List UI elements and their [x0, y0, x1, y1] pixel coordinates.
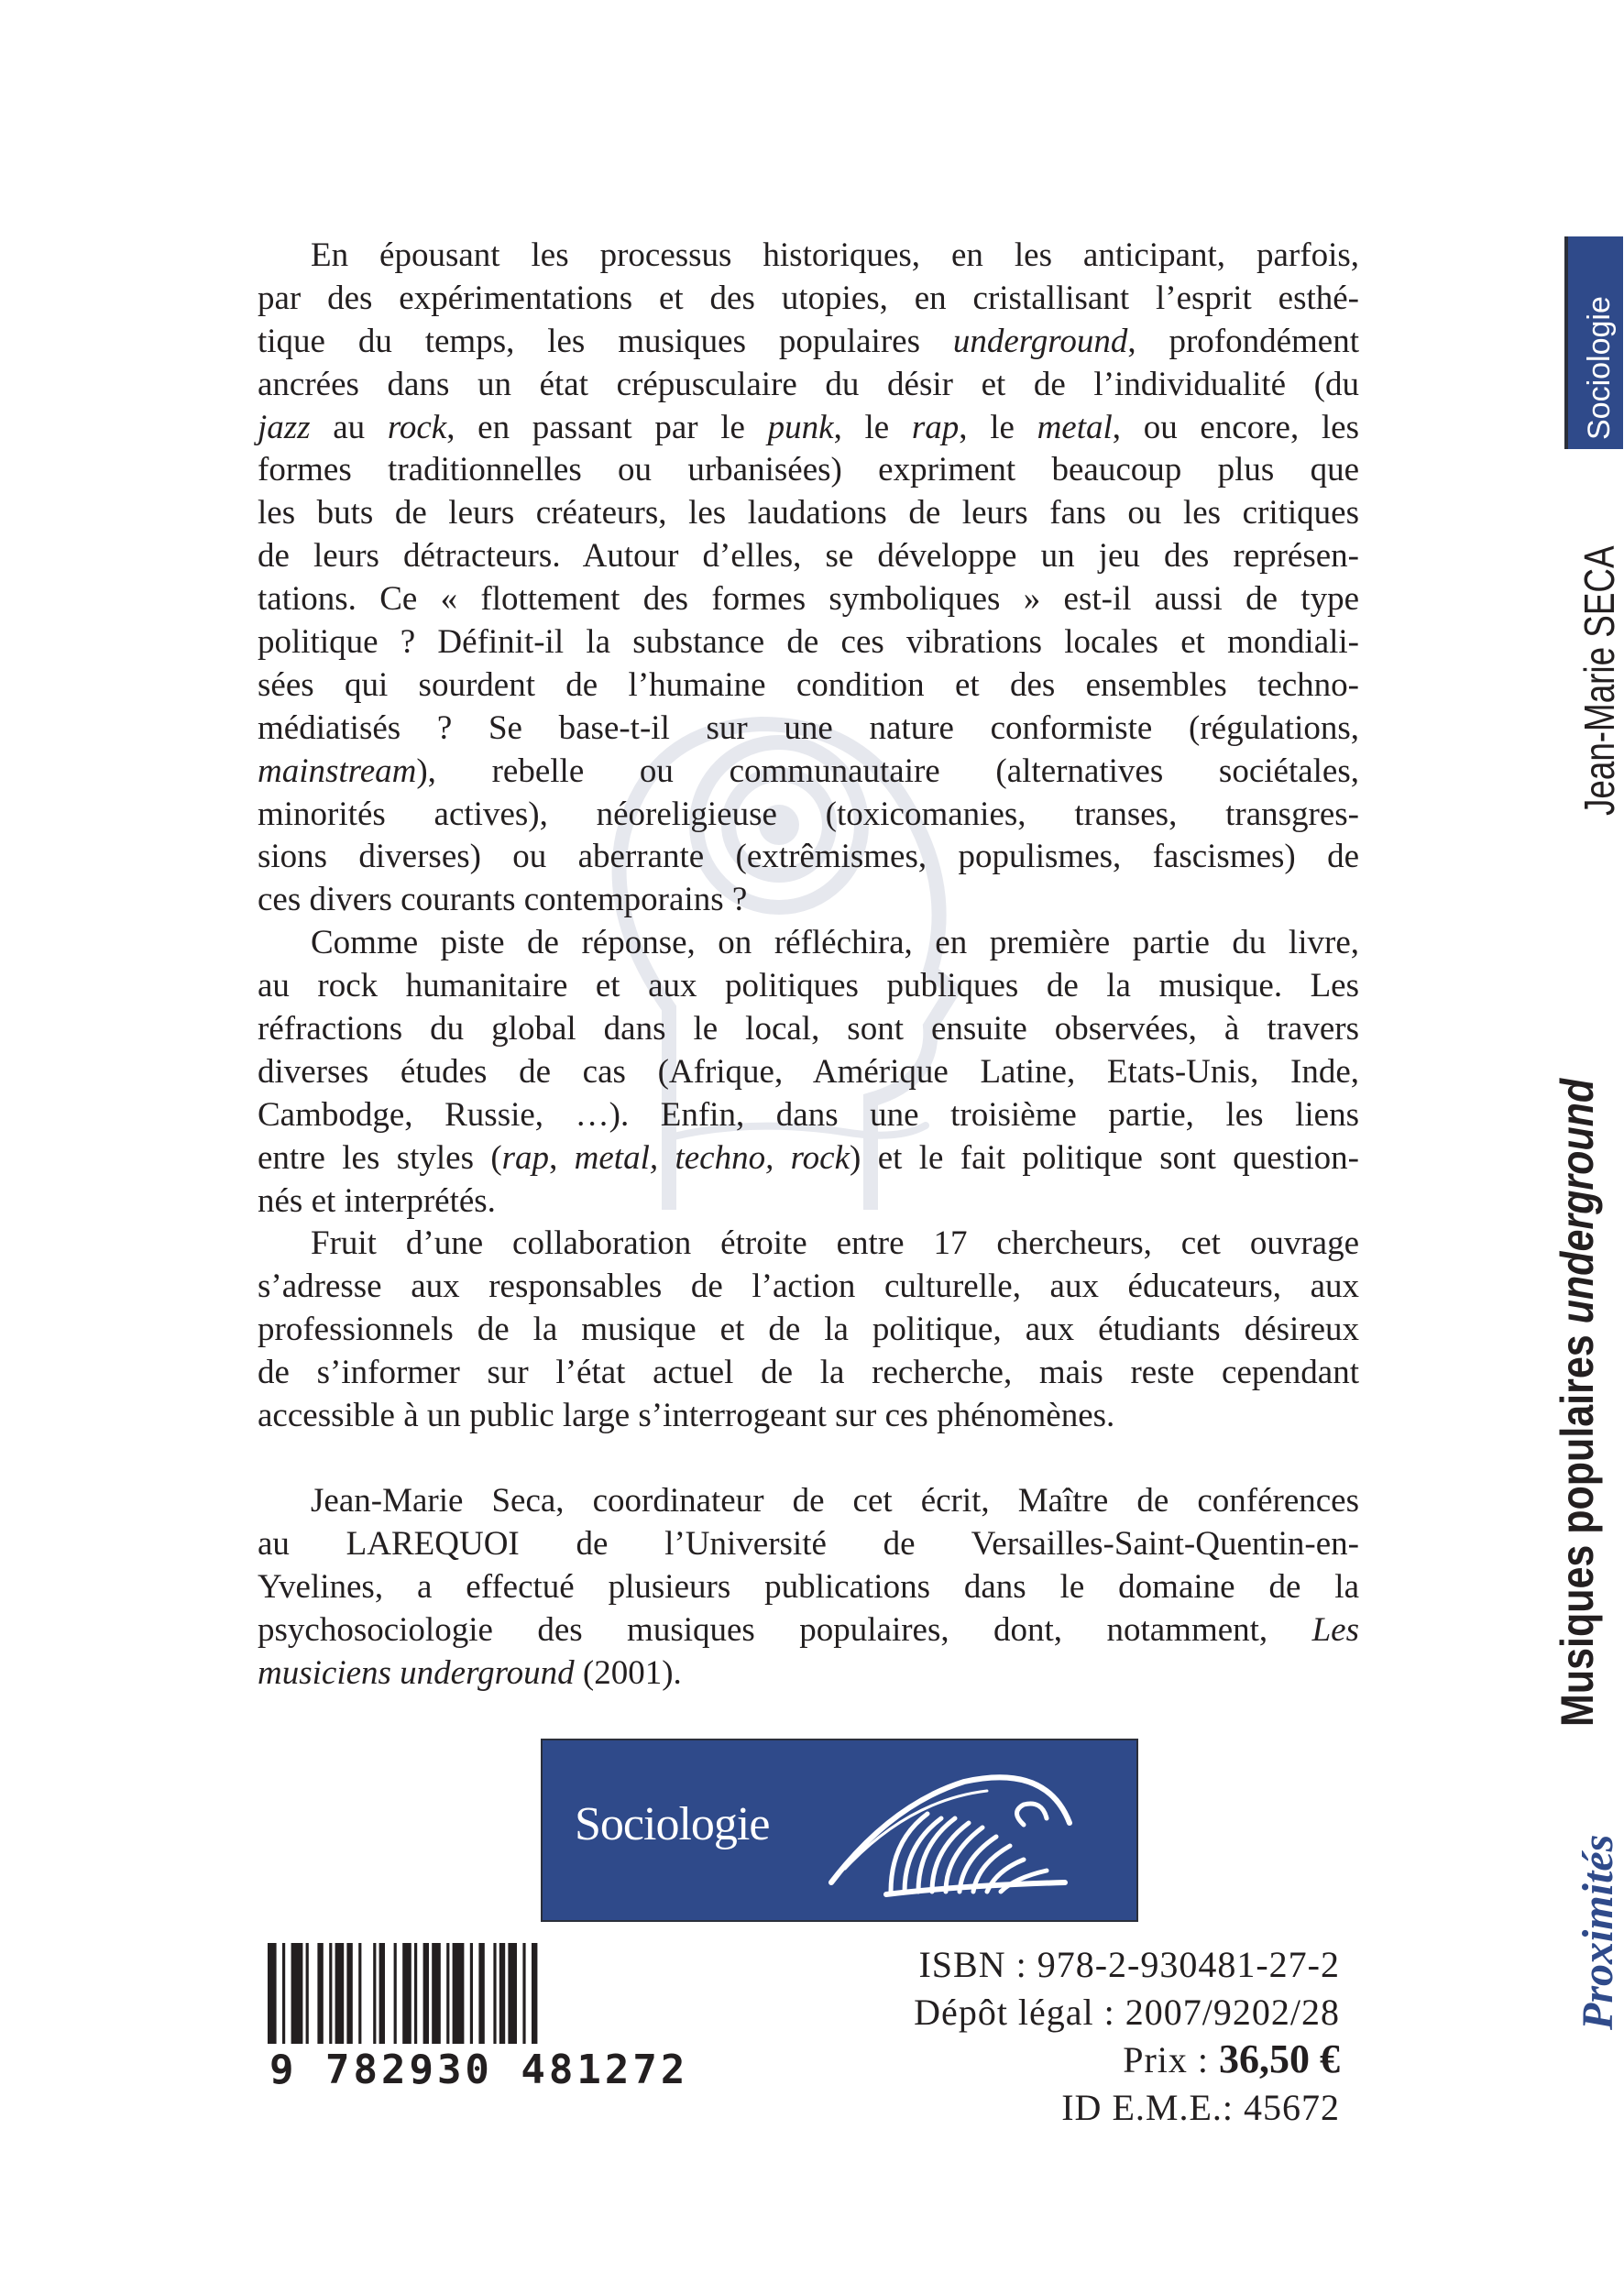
text-line [258, 364, 1359, 407]
barcode-bar [268, 1943, 277, 2044]
text-segment: Fruit d’une collaboration étroite entre 17 chercheurs, cet ouvrage [311, 1224, 1359, 1263]
barcode-bar [470, 1943, 473, 2044]
spine-series-label: Sociologie [1582, 296, 1617, 440]
italic-text: metal [1037, 408, 1113, 446]
barcode-bar [532, 1943, 537, 2044]
text-line [258, 1094, 1359, 1137]
text-line [258, 449, 1359, 492]
back-cover-blurb [258, 235, 1359, 1695]
book-spine [1547, 0, 1623, 2272]
barcode-bar [373, 1943, 376, 2044]
text-segment: sées qui sourdent de l’humaine condition et des ensembles techno- [258, 665, 1359, 704]
barcode-bar [522, 1943, 525, 2044]
text-line [258, 278, 1359, 321]
barcode-bar [446, 1943, 449, 2044]
price-value: 36,50 € [1219, 2036, 1340, 2081]
text-segment: médiatisés ? Se base-t-il sur une nature conformiste (régulations, [258, 708, 1359, 747]
isbn: ISBN : 978-2-930481-27-2 [918, 1944, 1340, 1985]
series-badge [541, 1739, 1138, 1922]
text-line [258, 535, 1359, 578]
barcode-bar [414, 1943, 417, 2044]
text-segment: ces divers courants contemporains ? [258, 881, 748, 919]
barcode-bar [346, 1943, 352, 2044]
price-label: Prix : [1123, 2039, 1219, 2080]
text-segment: au [310, 408, 388, 446]
text-line [258, 1395, 1359, 1438]
barcode-bar [432, 1943, 441, 2044]
text-line [258, 965, 1359, 1008]
blurb-paragraph [258, 1223, 1359, 1437]
barcode-bar [329, 1943, 332, 2044]
text-line [258, 1266, 1359, 1309]
text-segment: de leurs détracteurs. Autour d’elles, se développe un jeu des représen- [258, 537, 1359, 576]
text-line [258, 1566, 1359, 1609]
italic-text: jazz [258, 408, 311, 446]
barcode-bar [478, 1943, 484, 2044]
barcode-bar [282, 1943, 285, 2044]
text-segment: de s’informer sur l’état actuel de la recherche, mais reste cependant [258, 1354, 1359, 1392]
barcode-bar [499, 1943, 505, 2044]
text-line [258, 1480, 1359, 1523]
barcode-bar [379, 1943, 385, 2044]
text-line [258, 879, 1359, 922]
spine-publisher-logo: Proximités [1574, 1834, 1622, 2030]
wave-icon [827, 1768, 1102, 1896]
text-line [258, 751, 1359, 794]
italic-text: punk [767, 408, 834, 446]
italic-text: underground [952, 322, 1128, 360]
italic-text: rap [911, 408, 960, 446]
barcode-bar [306, 1943, 309, 2044]
text-line [258, 578, 1359, 621]
text-segment: minorités actives), néoreligieuse (toxicomanies, transes, transgres- [258, 795, 1359, 833]
text-segment: Jean-Marie Seca, coordinateur de cet écrit, Maître de conférences [311, 1481, 1359, 1520]
barcode-bars [268, 1943, 698, 2044]
series-label: Sociologie [575, 1798, 770, 1850]
text-segment: , le [833, 408, 912, 446]
italic-text: musiciens underground [258, 1653, 575, 1692]
barcode-bar [402, 1943, 411, 2044]
text-segment: ancrées dans un état crépusculaire du désir et de l’individualité (du [258, 365, 1359, 403]
text-segment: tique du temps, les musiques populaires [258, 322, 953, 360]
text-line [258, 492, 1359, 535]
text-line [258, 664, 1359, 708]
barcode-bar [423, 1943, 429, 2044]
text-line [258, 1223, 1359, 1266]
text-line [258, 836, 1359, 879]
text-line [258, 407, 1359, 450]
text-segment: , ou encore, les [1112, 408, 1359, 446]
text-line [258, 621, 1359, 664]
text-segment: professionnels de la musique et de la politique, aux étudiants désireux [258, 1311, 1359, 1349]
text-segment: , [549, 1138, 575, 1177]
text-segment: En épousant les processus historiques, en les anticipant, parfois, [311, 236, 1359, 274]
text-segment: entre les styles ( [258, 1138, 502, 1177]
italic-text: rap [501, 1138, 550, 1177]
text-segment: , profondément [1127, 322, 1359, 360]
text-segment: réfractions du global dans le local, sont ensuite observées, à travers [258, 1010, 1359, 1048]
spine-title-main: Musiques populaires [1552, 1323, 1603, 1727]
text-line [258, 1352, 1359, 1395]
text-segment: Comme piste de réponse, on réfléchira, en première partie du livre, [311, 924, 1359, 962]
depot-legal: Dépôt légal : 2007/9202/28 [914, 1991, 1340, 2033]
text-line [258, 708, 1359, 751]
text-segment: psychosociologie des musiques populaires, dont, notamment, [258, 1610, 1312, 1649]
barcode-bar [358, 1943, 361, 2044]
text-line [258, 1652, 1359, 1696]
text-segment: s’adresse aux responsables de l’action culturelle, aux éducateurs, aux [258, 1268, 1359, 1306]
blurb-paragraph [258, 1480, 1359, 1695]
text-line [258, 1523, 1359, 1566]
text-segment: au rock humanitaire et aux politiques publiques de la musique. Les [258, 967, 1359, 1005]
text-segment: , en passant par le [446, 408, 768, 446]
barcode-digits: 9 782930 481272 [269, 2047, 689, 2093]
barcode-bar [493, 1943, 496, 2044]
text-line [258, 1309, 1359, 1352]
text-line [258, 235, 1359, 278]
text-line [258, 321, 1359, 364]
spine-title-italic: underground [1552, 1078, 1603, 1324]
spine-author: Jean-Marie SECA [1575, 545, 1623, 816]
text-line [258, 1609, 1359, 1652]
barcode-bar [508, 1943, 517, 2044]
blurb-paragraph [258, 235, 1359, 922]
text-segment: formes traditionnelles ou urbanisées) expriment beaucoup plus que [258, 451, 1359, 489]
text-segment: nés et interprétés. [258, 1181, 496, 1220]
text-segment: sions diverses) ou aberrante (extrêmismes, populismes, fascismes) de [258, 838, 1359, 876]
text-segment: Yvelines, a effectué plusieurs publications dans le domaine de la [258, 1567, 1359, 1606]
text-segment: tations. Ce « flottement des formes symboliques » est-il aussi de type [258, 580, 1359, 619]
text-segment: Cambodge, Russie, …). Enfin, dans une troisième partie, les liens [258, 1095, 1359, 1134]
barcode-bar [335, 1943, 345, 2044]
text-segment: politique ? Définit-il la substance de ces vibrations locales et mondiali- [258, 623, 1359, 662]
id-eme: ID E.M.E.: 45672 [1061, 2086, 1340, 2128]
text-segment: diverses études de cas (Afrique, Amérique Latine, Etats-Unis, Inde, [258, 1052, 1359, 1091]
text-line [258, 1051, 1359, 1094]
italic-text: mainstream [258, 752, 417, 790]
spine-title [1551, 1079, 1604, 1727]
text-line [258, 794, 1359, 837]
publication-info [914, 1941, 1340, 2131]
italic-text: Les [1311, 1610, 1359, 1649]
text-segment: ) et le fait politique sont question- [850, 1138, 1359, 1177]
barcode-bar [291, 1943, 303, 2044]
text-segment: (2001). [574, 1653, 682, 1692]
blurb-paragraph [258, 922, 1359, 1223]
text-line [258, 922, 1359, 965]
paragraph-gap [258, 1438, 1359, 1480]
italic-text: rock [387, 408, 447, 446]
text-line [258, 1180, 1359, 1224]
barcode-bar [394, 1943, 397, 2044]
barcode-bar [317, 1943, 323, 2044]
barcode-bar [453, 1943, 465, 2044]
price-row [914, 2036, 1340, 2084]
text-segment: les buts de leurs créateurs, les laudations de leurs fans ou les critiques [258, 494, 1359, 532]
text-segment: , le [959, 408, 1037, 446]
italic-text: metal, techno, rock [574, 1138, 850, 1177]
isbn-barcode [268, 1943, 698, 2099]
text-segment: par des expérimentations et des utopies, en cristallisant l’esprit esthé- [258, 279, 1359, 317]
text-segment: ), rebelle ou communautaire (alternatives sociétales, [416, 752, 1359, 790]
text-segment: accessible à un public large s’interrogeant sur ces phénomènes. [258, 1397, 1115, 1435]
text-line [258, 1137, 1359, 1180]
text-line [258, 1008, 1359, 1051]
text-segment: au LAREQUOI de l’Université de Versailles-Saint-Quentin-en- [258, 1524, 1359, 1563]
